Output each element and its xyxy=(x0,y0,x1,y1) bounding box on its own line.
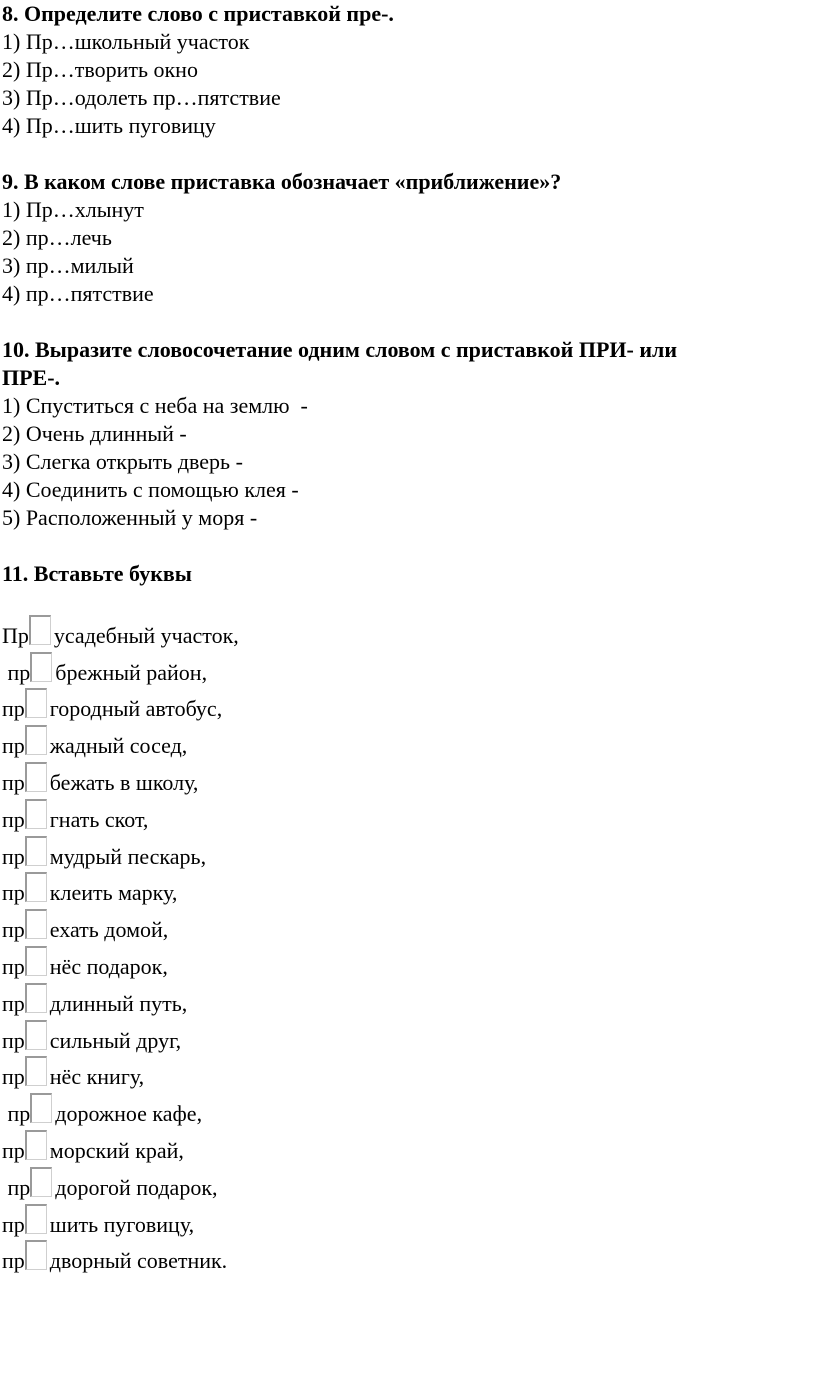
letter-input-box[interactable] xyxy=(25,762,47,792)
word-prefix: пр xyxy=(2,769,25,795)
question-9-title: 9. В каком слове приставка обозначает «приближение»? xyxy=(2,169,562,194)
letter-input-box[interactable] xyxy=(25,1130,47,1160)
word-rest: длинный путь, xyxy=(49,990,188,1016)
word-prefix: пр xyxy=(2,659,31,685)
word-prefix: пр xyxy=(2,1101,31,1127)
insert-letters-item xyxy=(2,872,812,909)
word-rest: нёс книгу, xyxy=(49,1064,145,1090)
word-rest: сильный друг, xyxy=(49,1027,182,1053)
insert-letters-item xyxy=(2,1019,812,1056)
word-rest: бежать в школу, xyxy=(49,769,199,795)
question-10-option: 4) Соединить с помощью клея - xyxy=(2,477,299,502)
insert-letters-item xyxy=(2,1092,812,1129)
insert-letters-item xyxy=(2,1129,812,1166)
question-9 xyxy=(2,168,812,308)
word-prefix: пр xyxy=(2,1027,25,1053)
letter-input-box[interactable] xyxy=(25,1056,47,1086)
word-prefix: пр xyxy=(2,806,25,832)
letter-input-box[interactable] xyxy=(25,983,47,1013)
word-rest: дворный советник. xyxy=(49,1248,228,1274)
question-8-title: 8. Определите слово с приставкой пре-. xyxy=(2,1,394,26)
letter-input-box[interactable] xyxy=(25,799,47,829)
question-10-option: 3) Слегка открыть дверь - xyxy=(2,449,243,474)
insert-letters-item xyxy=(2,724,812,761)
question-8-option: 2) Пр…творить окно xyxy=(2,57,198,82)
word-rest: нёс подарок, xyxy=(49,953,168,979)
question-10-option: 1) Спуститься с неба на землю - xyxy=(2,393,308,418)
question-9-option: 3) пр…милый xyxy=(2,253,134,278)
question-10-title-continued: ПРЕ-. xyxy=(2,365,61,390)
word-prefix: пр xyxy=(2,696,25,722)
letter-input-box[interactable] xyxy=(25,836,47,866)
question-10-option: 5) Расположенный у моря - xyxy=(2,505,258,530)
word-rest: шить пуговицу, xyxy=(49,1211,195,1237)
document xyxy=(2,0,812,1276)
insert-letters-item xyxy=(2,761,812,798)
word-prefix: пр xyxy=(2,733,25,759)
word-rest: морский край, xyxy=(49,1137,184,1163)
insert-letters-item xyxy=(2,651,812,688)
letter-input-box[interactable] xyxy=(25,1020,47,1050)
question-10-title: 10. Выразите словосочетание одним словом с приставкой ПРИ- или xyxy=(2,337,678,362)
word-rest: мудрый пескарь, xyxy=(49,843,207,869)
insert-letters-item xyxy=(2,908,812,945)
word-prefix: пр xyxy=(2,1064,25,1090)
insert-letters-item xyxy=(2,945,812,982)
letter-input-box[interactable] xyxy=(25,1204,47,1234)
word-prefix: пр xyxy=(2,1137,25,1163)
question-10-option: 2) Очень длинный - xyxy=(2,421,187,446)
word-prefix: Пр xyxy=(2,622,29,648)
word-prefix: пр xyxy=(2,1211,25,1237)
question-9-option: 4) пр…пятствие xyxy=(2,281,154,306)
letter-input-box[interactable] xyxy=(30,1093,52,1123)
word-prefix: пр xyxy=(2,1174,31,1200)
question-9-option: 1) Пр…хлынут xyxy=(2,197,144,222)
letter-input-box[interactable] xyxy=(25,1240,47,1270)
letter-input-box[interactable] xyxy=(25,725,47,755)
insert-letters-list xyxy=(2,614,812,1276)
insert-letters-item xyxy=(2,1203,812,1240)
question-8-option: 1) Пр…школьный участок xyxy=(2,29,250,54)
word-rest: дорогой подарок, xyxy=(55,1174,218,1200)
word-rest: жадный сосед, xyxy=(49,733,188,759)
question-11-title: 11. Вставьте буквы xyxy=(2,561,192,586)
word-prefix: пр xyxy=(2,917,25,943)
word-rest: гнать скот, xyxy=(49,806,149,832)
word-rest: ехать домой, xyxy=(49,917,169,943)
insert-letters-item xyxy=(2,688,812,725)
letter-input-box[interactable] xyxy=(30,1167,52,1197)
word-prefix: пр xyxy=(2,953,25,979)
question-8-option: 4) Пр…шить пуговицу xyxy=(2,113,216,138)
insert-letters-item xyxy=(2,835,812,872)
insert-letters-item xyxy=(2,1056,812,1093)
insert-letters-item xyxy=(2,1240,812,1277)
insert-letters-item xyxy=(2,798,812,835)
word-rest: городный автобус, xyxy=(49,696,223,722)
word-rest: клеить марку, xyxy=(49,880,178,906)
question-10 xyxy=(2,336,812,532)
word-prefix: пр xyxy=(2,990,25,1016)
letter-input-box[interactable] xyxy=(25,946,47,976)
question-8 xyxy=(2,0,812,140)
word-prefix: пр xyxy=(2,1248,25,1274)
insert-letters-item xyxy=(2,982,812,1019)
word-prefix: пр xyxy=(2,843,25,869)
insert-letters-item xyxy=(2,1166,812,1203)
word-prefix: пр xyxy=(2,880,25,906)
question-8-option: 3) Пр…одолеть пр…пятствие xyxy=(2,85,281,110)
insert-letters-item xyxy=(2,614,812,651)
letter-input-box[interactable] xyxy=(30,652,52,682)
letter-input-box[interactable] xyxy=(25,688,47,718)
word-rest: усадебный участок, xyxy=(53,622,239,648)
letter-input-box[interactable] xyxy=(25,909,47,939)
letter-input-box[interactable] xyxy=(29,615,51,645)
word-rest: брежный район, xyxy=(55,659,208,685)
letter-input-box[interactable] xyxy=(25,872,47,902)
question-11 xyxy=(2,560,812,1276)
word-rest: дорожное кафе, xyxy=(55,1101,203,1127)
question-9-option: 2) пр…лечь xyxy=(2,225,112,250)
